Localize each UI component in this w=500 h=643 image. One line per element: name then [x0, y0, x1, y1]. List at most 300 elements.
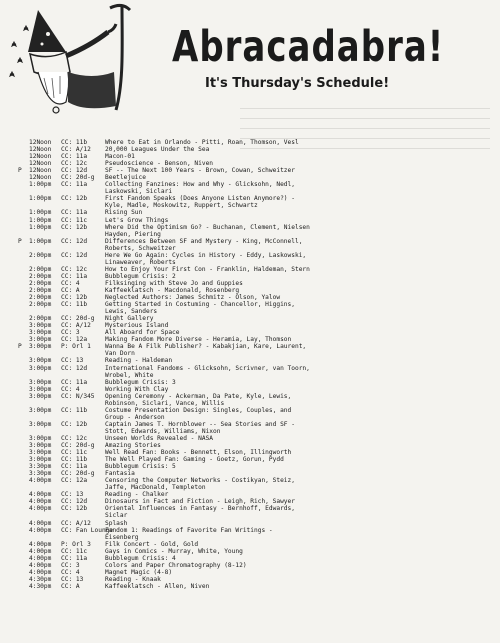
schedule-room: CC: 12b [61, 294, 88, 302]
schedule-description: Differences Between SF and Mystery - King, McConnell, [105, 237, 303, 245]
schedule-description: Night Gallery [105, 315, 154, 323]
schedule-room: CC: 4 [61, 568, 80, 576]
schedule-marker [18, 576, 29, 583]
schedule-room [61, 308, 105, 315]
schedule-marker [18, 174, 29, 181]
schedule-row [18, 505, 494, 512]
schedule-row [18, 167, 494, 174]
schedule-time: 2:00pm [29, 315, 52, 323]
schedule-row [18, 209, 494, 216]
schedule-row [18, 245, 494, 252]
schedule-marker [18, 308, 29, 315]
schedule-row [18, 562, 494, 569]
schedule-room: CC: 4 [61, 279, 80, 287]
schedule-time: 4:00pm [29, 505, 52, 513]
schedule-time: 3:00pm [29, 406, 52, 414]
schedule-marker [18, 477, 29, 484]
schedule-marker [18, 555, 29, 562]
schedule-time: 2:00pm [29, 279, 52, 287]
schedule-time: 2:00pm [29, 301, 52, 309]
schedule-row [18, 527, 494, 534]
schedule-room: P: Orl 1 [61, 343, 91, 351]
schedule-description: Oriental Influences in Fantasy - Bernhoff, Edwards, [105, 505, 295, 513]
schedule-marker [18, 520, 29, 527]
schedule-room: CC: 4 [61, 385, 80, 393]
schedule-row [18, 266, 494, 273]
schedule-row [18, 477, 494, 484]
schedule-description: 20,000 Leagues Under the Sea [105, 146, 210, 154]
page-subtitle: It's Thursday's Schedule! [205, 76, 390, 91]
schedule-row [18, 224, 494, 231]
schedule-description: Gays in Comics - Murray, White, Young [105, 547, 243, 555]
schedule-row [18, 548, 494, 555]
schedule-description: Eisenberg [105, 533, 139, 541]
schedule-room [61, 245, 105, 252]
schedule-description: Robinson, Siclari, Vance, Willis [105, 399, 225, 407]
schedule-marker: P [18, 343, 22, 351]
schedule-time: 2:00pm [29, 272, 52, 280]
schedule-room: CC: 11a [61, 554, 88, 562]
schedule-description: Fantasia [105, 470, 135, 478]
schedule-room: CC: 12d [61, 167, 88, 175]
schedule-marker [18, 442, 29, 449]
schedule-time [29, 350, 61, 357]
schedule-marker [18, 195, 29, 202]
schedule-marker [18, 386, 29, 393]
schedule-marker [18, 273, 29, 280]
schedule-row [18, 491, 494, 498]
schedule-time [29, 188, 61, 195]
schedule-marker [18, 541, 29, 548]
schedule-description: Unseen Worlds Revealed - NASA [105, 434, 214, 442]
schedule-row [18, 139, 494, 146]
schedule-marker [18, 505, 29, 512]
schedule-description: Getting Started in Costuming - Chancellor, Higgins, [105, 301, 295, 309]
schedule-room: CC: 11c [61, 449, 88, 457]
schedule-time [29, 308, 61, 315]
schedule-time: 4:30pm [29, 582, 52, 590]
schedule-room: CC: 12a [61, 336, 88, 344]
schedule-row [18, 259, 494, 266]
schedule-description: Costume Presentation Design: Singles, Couples, and [105, 406, 292, 414]
schedule-time: 3:00pm [29, 357, 52, 365]
schedule-marker [18, 188, 29, 195]
schedule-time: 1:00pm [29, 209, 52, 217]
schedule-description: Hayden, Piering [105, 230, 161, 238]
schedule-room: CC: 12d [61, 251, 88, 259]
schedule-marker [18, 245, 29, 252]
schedule-room: CC: 13 [61, 357, 84, 365]
schedule-row [18, 343, 494, 350]
schedule-marker [18, 400, 29, 407]
schedule-row [18, 470, 494, 477]
schedule-room [61, 188, 105, 195]
schedule-row [18, 280, 494, 287]
schedule-room: CC: 12a [61, 477, 88, 485]
schedule-time: 1:00pm [29, 237, 52, 245]
schedule-description: Reading - Chalker [105, 491, 169, 499]
schedule-description: SF -- The Next 100 Years - Brown, Cowan, Schweitzer [105, 167, 295, 175]
schedule-marker [18, 224, 29, 231]
schedule-description: Bubblegum Crisis: 5 [105, 463, 176, 471]
schedule-marker [18, 231, 29, 238]
schedule-marker [18, 357, 29, 364]
schedule-room [61, 534, 105, 541]
schedule-description: Collecting Fanzines: How and Why - Glicksohn, Nedl, [105, 181, 295, 189]
schedule-row [18, 336, 494, 343]
schedule-marker [18, 350, 29, 357]
schedule-description: Van Dorn [105, 350, 135, 358]
schedule-room [61, 350, 105, 357]
schedule-row [18, 435, 494, 442]
schedule-marker [18, 294, 29, 301]
schedule-row [18, 322, 494, 329]
schedule-room: CC: A/12 [61, 146, 91, 154]
schedule-description: Censoring the Computer Networks - Costikyan, Steiz, [105, 477, 295, 485]
schedule-time: 3:00pm [29, 343, 52, 351]
schedule-row [18, 273, 494, 280]
schedule-marker [18, 336, 29, 343]
schedule-row [18, 498, 494, 505]
schedule-marker [18, 280, 29, 287]
schedule-time: 4:00pm [29, 477, 52, 485]
schedule-time: 4:00pm [29, 554, 52, 562]
schedule-room [61, 372, 105, 379]
schedule-description: Linaweaver, Roberts [105, 258, 176, 266]
schedule-description: Well Read Fan: Books - Bennett, Elson, Illingworth [105, 449, 292, 457]
schedule-room: CC: 20d-g [61, 174, 95, 182]
schedule-description: Bubblegum Crisis: 4 [105, 554, 176, 562]
schedule-description: Working With Clay [105, 385, 169, 393]
schedule-description: The Well Played Fan: Gaming - Goetz, Gorun, Pydd [105, 456, 284, 464]
schedule-marker [18, 266, 29, 273]
schedule-time: 12Noon [29, 146, 52, 154]
schedule-marker [18, 463, 29, 470]
schedule-row [18, 414, 494, 421]
schedule-room: CC: 11c [61, 547, 88, 555]
schedule-marker [18, 365, 29, 372]
schedule-room: CC: 3 [61, 329, 80, 337]
schedule-marker [18, 491, 29, 498]
schedule-time [29, 259, 61, 266]
schedule-time [29, 414, 61, 421]
schedule-time: 2:00pm [29, 251, 52, 259]
schedule-row [18, 484, 494, 491]
schedule-description: Kaffeeklatsch - Allen, Niven [105, 582, 210, 590]
schedule-marker [18, 512, 29, 519]
schedule-time: 3:00pm [29, 378, 52, 386]
schedule-time [29, 428, 61, 435]
schedule-row [18, 231, 494, 238]
schedule-row [18, 329, 494, 336]
schedule-room: CC: 12d [61, 498, 88, 506]
schedule-room: CC: 12d [61, 364, 88, 372]
schedule-row [18, 308, 494, 315]
schedule-row [18, 555, 494, 562]
schedule-room: CC: 12b [61, 195, 88, 203]
schedule-description: How to Enjoy Your First Con - Franklin, Haldeman, Stern [105, 265, 310, 273]
schedule-description: Roberts, Schweitzer [105, 244, 176, 252]
schedule-room: CC: 11b [61, 301, 88, 309]
schedule-marker [18, 498, 29, 505]
schedule-marker [18, 181, 29, 188]
schedule-row [18, 569, 494, 576]
schedule-time: 3:30pm [29, 463, 52, 471]
schedule-row [18, 576, 494, 583]
schedule-room [61, 414, 105, 421]
schedule-room: CC: 11b [61, 406, 88, 414]
schedule-room: CC: 20d-g [61, 442, 95, 450]
schedule-marker [18, 562, 29, 569]
schedule-room: CC: 11a [61, 378, 88, 386]
schedule-row [18, 534, 494, 541]
schedule-marker [18, 209, 29, 216]
schedule-time: 4:00pm [29, 526, 52, 534]
schedule-time [29, 534, 61, 541]
schedule-description: Dinosaurs in Fact and Fiction - Leigh, Rich, Sawyer [105, 498, 295, 506]
schedule-description: Opening Ceremony - Ackerman, Da Pate, Kyle, Lewis, [105, 392, 292, 400]
schedule-time: 3:00pm [29, 420, 52, 428]
schedule-time: 12Noon [29, 160, 52, 168]
schedule-room: CC: 20d-g [61, 315, 95, 323]
schedule-description: Reading - Knaak [105, 575, 161, 583]
schedule-row [18, 365, 494, 372]
schedule-row [18, 393, 494, 400]
schedule-time: 1:00pm [29, 216, 52, 224]
schedule-description: Macon-01 [105, 153, 135, 161]
schedule-room: CC: 12b [61, 505, 88, 513]
schedule-description: Beetlejuice [105, 174, 146, 182]
schedule-room: P: Orl 3 [61, 540, 91, 548]
schedule-description: Rising Sun [105, 209, 143, 217]
schedule-description: Where Did the Optimism Go? - Buchanan, Clement, Nielsen [105, 223, 310, 231]
schedule-description: Mysterious Island [105, 322, 169, 330]
schedule-marker [18, 534, 29, 541]
schedule-row [18, 146, 494, 153]
schedule-room: CC: A [61, 286, 80, 294]
schedule-room [61, 202, 105, 209]
schedule-row [18, 541, 494, 548]
schedule-row [18, 456, 494, 463]
schedule-description: Making Fandom More Diverse - Heramia, Lay, Thomson [105, 336, 292, 344]
page-title: Abracadabra! [172, 22, 445, 72]
schedule-description: Laskowski, Siclari [105, 188, 173, 196]
schedule-marker [18, 252, 29, 259]
schedule-row [18, 217, 494, 224]
schedule-row [18, 350, 494, 357]
schedule-room [61, 484, 105, 491]
schedule-room: CC: 12c [61, 160, 88, 168]
schedule-room [61, 231, 105, 238]
schedule-marker [18, 435, 29, 442]
schedule-room: CC: A/12 [61, 322, 91, 330]
schedule-row [18, 386, 494, 393]
schedule-row [18, 160, 494, 167]
schedule-list [18, 139, 494, 590]
schedule-description: Stott, Edwards, Williams, Nixon [105, 427, 221, 435]
schedule-room: CC: 11a [61, 181, 88, 189]
schedule-time: 3:00pm [29, 442, 52, 450]
schedule-room [61, 428, 105, 435]
schedule-room: CC: A/12 [61, 519, 91, 527]
schedule-marker [18, 322, 29, 329]
schedule-time: 12Noon [29, 167, 52, 175]
schedule-room: CC: 13 [61, 491, 84, 499]
schedule-room: CC: 20d-g [61, 470, 95, 478]
schedule-time [29, 372, 61, 379]
schedule-marker [18, 301, 29, 308]
schedule-room: CC: 11a [61, 209, 88, 217]
schedule-room [61, 259, 105, 266]
schedule-row [18, 520, 494, 527]
schedule-time: 12Noon [29, 153, 52, 161]
wizard-illustration-icon [4, 2, 134, 114]
schedule-room [61, 512, 105, 519]
schedule-description: Here We Go Again: Cycles in History - Eddy, Laskowski, [105, 251, 307, 259]
schedule-row [18, 442, 494, 449]
schedule-room: CC: 11a [61, 272, 88, 280]
schedule-description: Pseudoscience - Benson, Niven [105, 160, 214, 168]
schedule-marker [18, 160, 29, 167]
schedule-room: CC: 11a [61, 153, 88, 161]
schedule-row [18, 174, 494, 181]
schedule-time: 3:00pm [29, 449, 52, 457]
schedule-description: Lewis, Sanders [105, 308, 158, 316]
schedule-row [18, 181, 494, 188]
schedule-marker [18, 527, 29, 534]
schedule-description: Wanna Be A Filk Publisher? - Kabakjian, Kare, Laurent, [105, 343, 307, 351]
schedule-marker [18, 393, 29, 400]
schedule-room: CC: 11c [61, 216, 88, 224]
schedule-description: Kyle, Madle, Moskowitz, Ruppert, Schwartz [105, 202, 258, 210]
schedule-marker [18, 449, 29, 456]
schedule-time: 1:00pm [29, 223, 52, 231]
schedule-time: 4:00pm [29, 491, 52, 499]
schedule-description: Reading - Haldeman [105, 357, 173, 365]
schedule-time: 1:00pm [29, 181, 52, 189]
schedule-time: 4:00pm [29, 498, 52, 506]
schedule-marker [18, 583, 29, 590]
schedule-description: Splash [105, 519, 128, 527]
schedule-marker: P [18, 167, 22, 175]
schedule-time: 3:00pm [29, 329, 52, 337]
schedule-row [18, 463, 494, 470]
schedule-marker [18, 548, 29, 555]
schedule-description: Wrobel, White [105, 371, 154, 379]
schedule-time: 3:00pm [29, 385, 52, 393]
schedule-marker [18, 372, 29, 379]
schedule-time: 3:30pm [29, 470, 52, 478]
schedule-row [18, 301, 494, 308]
schedule-row [18, 428, 494, 435]
schedule-row [18, 379, 494, 386]
schedule-room [61, 400, 105, 407]
schedule-time: 2:00pm [29, 286, 52, 294]
schedule-time: 3:00pm [29, 364, 52, 372]
schedule-time: 4:00pm [29, 561, 52, 569]
schedule-room: CC: Fan Lounge [61, 526, 114, 534]
schedule-description: Group - Anderson [105, 413, 165, 421]
schedule-row [18, 153, 494, 160]
schedule-room: CC: 11a [61, 463, 88, 471]
schedule-description: Filk Concert - Gold, Gold [105, 540, 199, 548]
schedule-marker [18, 414, 29, 421]
schedule-description: Kaffeeklatsch - Macdonald, Rosenberg [105, 286, 240, 294]
schedule-description: Fandom 1: Readings of Favorite Fan Writings - [105, 526, 273, 534]
schedule-marker [18, 287, 29, 294]
schedule-row [18, 407, 494, 414]
schedule-room: CC: A [61, 582, 80, 590]
schedule-description: Where to Eat in Orlando - Pitti, Roan, Thomson, Vesl [105, 139, 299, 146]
schedule-time: 3:00pm [29, 434, 52, 442]
schedule-marker [18, 259, 29, 266]
schedule-time: 3:00pm [29, 336, 52, 344]
schedule-marker [18, 139, 29, 146]
schedule-row [18, 372, 494, 379]
schedule-marker: P [18, 237, 22, 245]
schedule-time: 3:00pm [29, 456, 52, 464]
schedule-row [18, 315, 494, 322]
schedule-marker [18, 456, 29, 463]
schedule-time [29, 484, 61, 491]
schedule-marker [18, 217, 29, 224]
schedule-marker [18, 146, 29, 153]
schedule-row [18, 188, 494, 195]
schedule-description: Amazing Stories [105, 442, 161, 450]
schedule-row [18, 449, 494, 456]
schedule-time: 4:00pm [29, 519, 52, 527]
schedule-marker [18, 202, 29, 209]
schedule-time: 4:30pm [29, 575, 52, 583]
schedule-description: Magnet Magic (4-8) [105, 568, 173, 576]
schedule-row [18, 583, 494, 590]
schedule-room: CC: 11b [61, 456, 88, 464]
schedule-marker [18, 470, 29, 477]
schedule-time: 12Noon [29, 139, 52, 146]
schedule-marker [18, 153, 29, 160]
schedule-marker [18, 484, 29, 491]
schedule-row [18, 512, 494, 519]
schedule-description: Siclar [105, 512, 128, 520]
schedule-marker [18, 569, 29, 576]
schedule-row [18, 357, 494, 364]
schedule-time [29, 512, 61, 519]
schedule-time [29, 245, 61, 252]
schedule-marker [18, 379, 29, 386]
schedule-description: Bubblegum Crisis: 2 [105, 272, 176, 280]
schedule-time [29, 202, 61, 209]
schedule-time: 1:00pm [29, 195, 52, 203]
schedule-room: CC: 12b [61, 223, 88, 231]
schedule-room: CC: 13 [61, 575, 84, 583]
schedule-row [18, 252, 494, 259]
schedule-description: International Fandoms - Glicksohn, Scrivner, van Toorn, [105, 364, 310, 372]
schedule-time: 4:00pm [29, 540, 52, 548]
schedule-description: Let's Grow Things [105, 216, 169, 224]
schedule-time: 4:00pm [29, 547, 52, 555]
schedule-room: CC: 12c [61, 265, 88, 273]
schedule-description: Bubblegum Crisis: 3 [105, 378, 176, 386]
schedule-marker [18, 407, 29, 414]
schedule-description: Filksinging with Steve Jo and Guppies [105, 279, 243, 287]
schedule-room: CC: 11b [61, 139, 88, 146]
schedule-row [18, 400, 494, 407]
schedule-description: Colors and Paper Chromatography (8-12) [105, 561, 247, 569]
schedule-marker [18, 329, 29, 336]
schedule-row [18, 287, 494, 294]
schedule-time: 4:00pm [29, 568, 52, 576]
schedule-marker [18, 421, 29, 428]
